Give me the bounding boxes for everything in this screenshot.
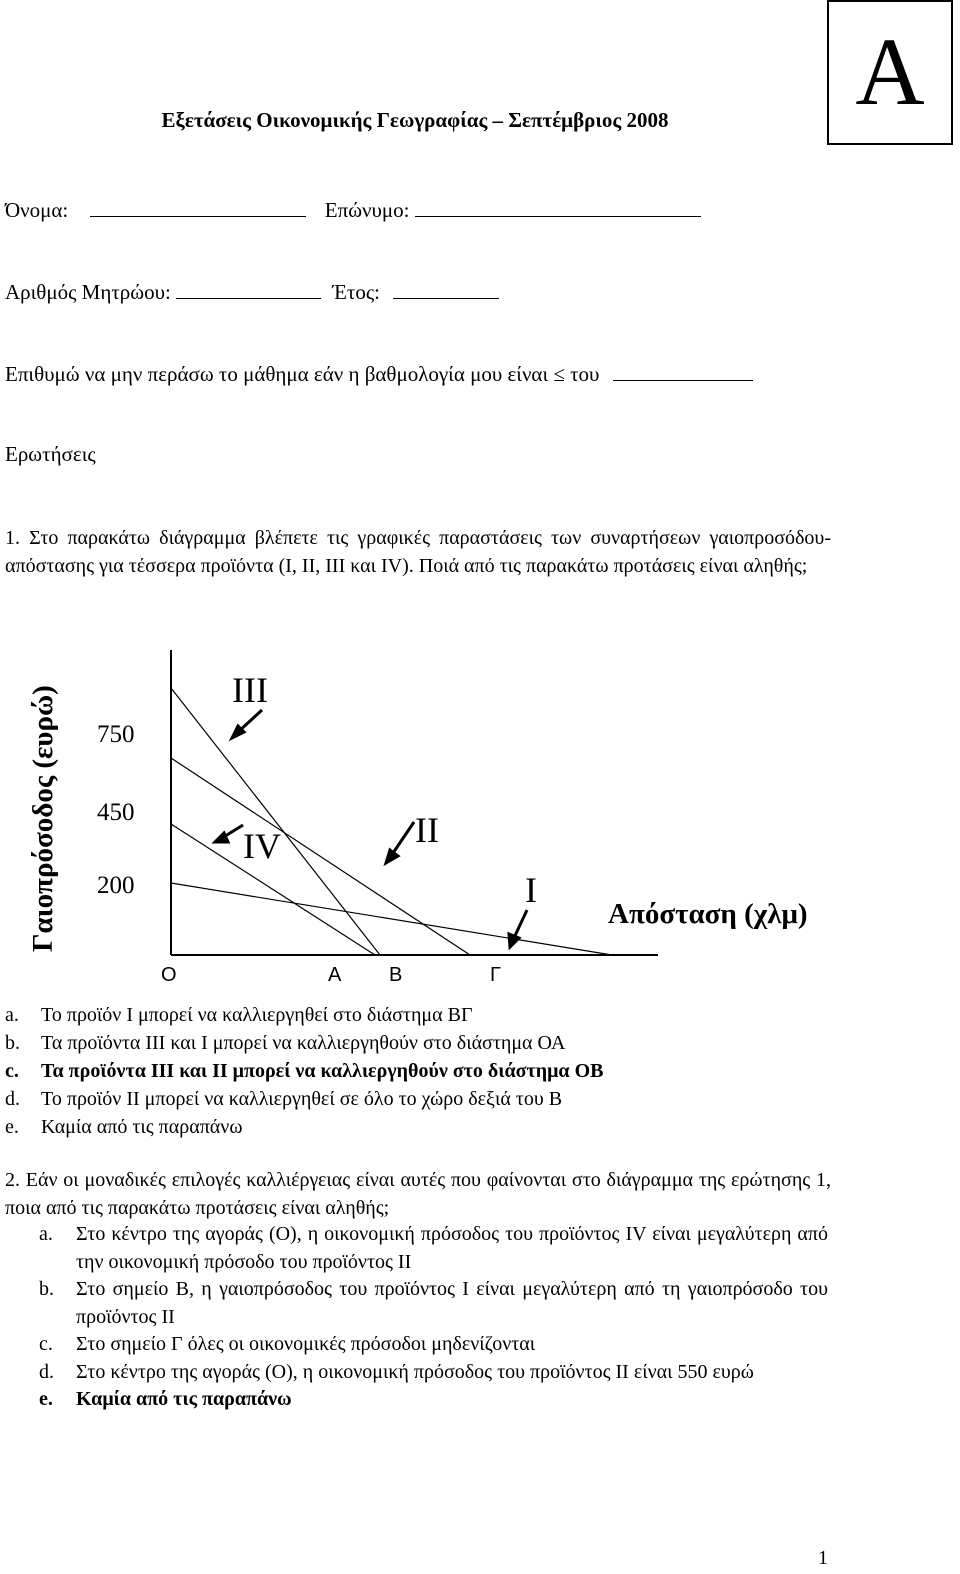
- chart-series-label-I: Ι: [525, 870, 537, 910]
- arrow-IV-head: [215, 833, 228, 842]
- q1-option-d[interactable]: d. Το προϊόν ΙΙ μπορεί να καλλιεργηθεί σε όλο το χώρο δεξιά του Β: [5, 1088, 563, 1110]
- chart-x-point-B: Β: [389, 964, 403, 986]
- registration-label: Αριθμός Μητρώου:: [5, 280, 171, 304]
- section-title: Ερωτήσεις: [5, 442, 96, 466]
- q1-option-c[interactable]: c. Τα προϊόντα ΙΙΙ και ΙΙ μπορεί να καλλιεργηθούν στο διάστημα ΟΒ: [5, 1060, 604, 1082]
- chart-x-point-G: Γ: [490, 964, 502, 986]
- q2-option-d[interactable]: d. Στο κέντρο της αγοράς (Ο), η οικονομική πρόσοδος του προϊόντος ΙΙ είναι 550 ευρώ: [39, 1360, 754, 1383]
- chart-x-label: Απόσταση (χλμ): [608, 898, 808, 930]
- grade-row: [5, 360, 753, 387]
- chart-series-label-III: ΙΙΙ: [232, 670, 268, 710]
- chart-series-label-II: ΙΙ: [415, 810, 439, 850]
- registration-input-line[interactable]: [176, 278, 321, 299]
- chart-x-point-A: Α: [328, 964, 342, 986]
- registration-row: [5, 278, 499, 305]
- chart-x-point-O: Ο: [161, 964, 177, 986]
- chart-y-tick-450: 450: [97, 799, 135, 826]
- q1-option-e[interactable]: e. Καμία από τις παραπάνω: [5, 1116, 243, 1138]
- year-input-line[interactable]: [393, 278, 499, 299]
- question-2-text: 2. Εάν οι μοναδικές επιλογές καλλιέργειας είναι αυτές που φαίνονται στο διάγραμμα της ερώτησης 1, ποια από τις παρακάτω προτάσεις είναι αληθής;: [5, 1169, 831, 1219]
- name-label: Όνομα:: [5, 198, 69, 222]
- rent-distance-chart: [0, 640, 860, 992]
- chart-y-tick-200: 200: [97, 872, 135, 899]
- chart-y-label: Γαιοπρόσοδος (ευρώ): [27, 685, 59, 952]
- name-input-line[interactable]: [90, 196, 306, 217]
- page-title: Εξετάσεις Οικονομικής Γεωγραφίας – Σεπτέμβριος 2008: [161, 108, 669, 132]
- chart-line-I: [171, 883, 612, 955]
- chart-series-label-IV: ΙV: [243, 826, 281, 866]
- grade-input-line[interactable]: [613, 360, 753, 381]
- question-1-text: 1. Στο παρακάτω διάγραμμα βλέπετε τις γραφικές παραστάσεις των συναρτήσεων γαιοπροσόδου-απόστασης για τέσσερα προϊόντα (Ι, ΙΙ, ΙΙΙ και ΙV). Ποιά από τις παρακάτω προτάσεις είναι αληθής;: [5, 527, 831, 577]
- question-1-options: [0, 1001, 603, 1141]
- exam-version-box: [827, 0, 953, 145]
- year-label: Έτος:: [332, 280, 380, 304]
- chart-line-III: [171, 688, 380, 955]
- chart-y-tick-750: 750: [97, 721, 135, 748]
- q1-option-b[interactable]: b. Τα προϊόντα ΙΙΙ και Ι μπορεί να καλλιεργηθούν στο διάστημα ΟΑ: [5, 1032, 566, 1054]
- q2-option-c[interactable]: c. Στο σημείο Γ όλες οι οικονομικές πρόσοδοι μηδενίζονται: [39, 1333, 536, 1355]
- arrow-I-head: [509, 934, 519, 947]
- q2-option-e[interactable]: e. Καμία από τις παραπάνω: [39, 1388, 292, 1410]
- question-2-options: [39, 1221, 829, 1414]
- page-number: 1: [818, 1547, 828, 1569]
- q2-option-a[interactable]: a. Στο κέντρο της αγοράς (Ο), η οικονομική πρόσοδος του προϊόντος ΙV είναι μεγαλύτερη από την οικονομική πρόσοδο του προϊόντος ΙΙ: [39, 1223, 828, 1273]
- arrow-II: [391, 822, 414, 856]
- chart-line-II: [171, 758, 470, 955]
- surname-input-line[interactable]: [415, 196, 701, 217]
- arrow-II-head: [386, 850, 398, 863]
- q2-option-b[interactable]: b. Στο σημείο Β, η γαιοπρόσοδος του προϊόντος Ι είναι μεγαλύτερη από τη γαιοπρόσοδο του προϊόντος ΙΙ: [39, 1278, 828, 1328]
- version-letter: A: [855, 18, 925, 125]
- surname-label: Επώνυμο:: [324, 198, 410, 222]
- grade-label: Επιθυμώ να μην περάσω το μάθημα εάν η βαθμολογία μου είναι ≤ του: [5, 362, 600, 386]
- name-row: [5, 196, 701, 223]
- q1-option-a[interactable]: a. Το προϊόν Ι μπορεί να καλλιεργηθεί στο διάστημα ΒΓ: [5, 1004, 473, 1026]
